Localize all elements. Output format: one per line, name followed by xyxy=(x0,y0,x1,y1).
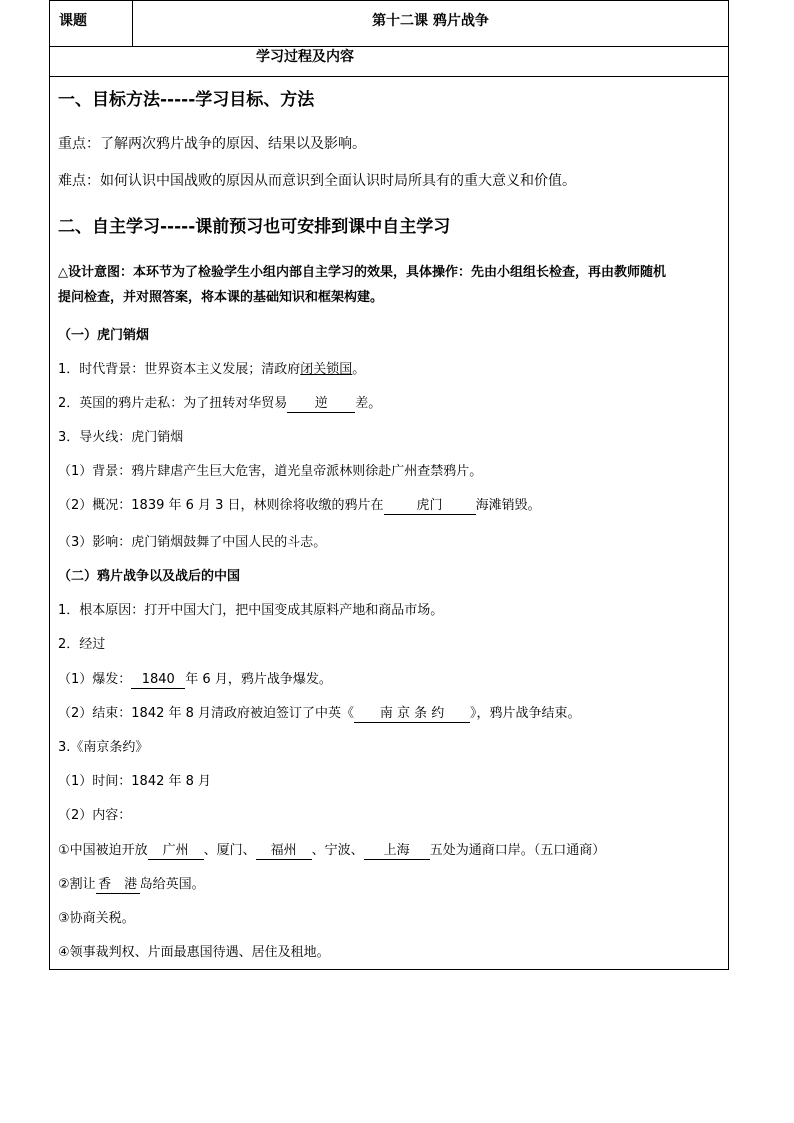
part2-line2: 2．经过 xyxy=(58,637,106,652)
text: 、厦门、 xyxy=(203,843,256,858)
text: 。 xyxy=(352,362,366,377)
answer-blank: 逆 xyxy=(287,396,355,413)
part1-line3: 3．导火线：虎门销烟 xyxy=(58,430,184,445)
answer-blank: 虎门 xyxy=(384,498,476,515)
part1-line1 xyxy=(58,361,365,379)
section-heading-selfstudy: 二、自主学习-----课前预习也可安排到课中自主学习 xyxy=(58,217,451,237)
text: 》，鸦片战争结束。 xyxy=(470,706,581,721)
key-points: 重点：了解两次鸦片战争的原因、结果以及影响。 xyxy=(58,136,366,152)
topic-label: 课题 xyxy=(59,13,87,29)
answer-blank: 南 京 条 约 xyxy=(354,706,470,723)
page-title: 第十二课 鸦片战争 xyxy=(372,13,489,29)
answer-blank: 1840 xyxy=(131,672,185,689)
text: （2）结束：1842 年 8 月清政府被迫签订了中英《 xyxy=(58,706,355,721)
text: 2．英国的鸦片走私：为了扭转对华贸易 xyxy=(58,396,288,411)
part2-line6: （1）时间：1842 年 8 月 xyxy=(58,774,212,789)
section-heading-goals: 一、目标方法-----学习目标、方法 xyxy=(58,90,315,110)
part1-line2 xyxy=(58,395,381,413)
section-subtitle: 学习过程及内容 xyxy=(256,49,354,65)
part2-heading: （二）鸦片战争以及战后的中国 xyxy=(58,569,241,584)
subtitle-row xyxy=(50,46,728,77)
text: 年 6 月，鸦片战争爆发。 xyxy=(185,672,332,687)
part2-line10: ③协商关税。 xyxy=(58,911,135,926)
text: 岛给英国。 xyxy=(139,877,205,892)
part2-line1: 1．根本原因：打开中国大门，把中国变成其原料产地和商品市场。 xyxy=(58,603,444,618)
text: ①中国被迫开放 xyxy=(58,843,148,858)
topic-label-cell xyxy=(50,1,133,46)
header-row xyxy=(50,1,728,47)
design-intent-line2: 提问检查，并对照答案，将本课的基础知识和框架构建。 xyxy=(58,290,384,305)
answer-blank: 广州 xyxy=(148,843,204,860)
part1-line6: （3）影响：虎门销烟鼓舞了中国人民的斗志。 xyxy=(58,535,327,550)
answer-blank: 福州 xyxy=(256,843,312,860)
answer-blank: 闭关锁国 xyxy=(300,362,353,377)
topic-title-cell xyxy=(133,1,728,46)
part1-line5 xyxy=(58,497,541,515)
part2-line3 xyxy=(58,671,332,689)
difficult-points: 难点：如何认识中国战败的原因从而意识到全面认识时局所具有的重大意义和价值。 xyxy=(58,173,576,189)
part2-line7: （2）内容： xyxy=(58,808,132,823)
answer-blank: 上海 xyxy=(364,843,430,860)
text: 五处为通商口岸。（五口通商） xyxy=(429,843,606,858)
part2-line4 xyxy=(58,705,581,723)
lesson-table xyxy=(49,0,729,970)
design-intent-line1: △设计意图：本环节为了检验学生小组内部自主学习的效果，具体操作：先由小组组长检查，再由教师随机 xyxy=(58,265,666,280)
answer-blank: 香 港 xyxy=(96,877,140,894)
text: 、宁波、 xyxy=(311,843,364,858)
text: 海滩销毁。 xyxy=(475,498,541,513)
text: ②割让 xyxy=(58,877,96,892)
text: 1．时代背景：世界资本主义发展；清政府 xyxy=(58,362,301,377)
text: 差。 xyxy=(355,396,382,411)
part2-line11: ④领事裁判权、片面最惠国待遇、居住及租地。 xyxy=(58,945,330,960)
part2-line8 xyxy=(58,842,605,860)
text: （2）概况：1839 年 6 月 3 日，林则徐将收缴的鸦片在 xyxy=(58,498,384,513)
part2-line9 xyxy=(58,876,205,894)
part1-heading: （一）虎门销烟 xyxy=(58,328,150,343)
text: （1）爆发： xyxy=(58,672,132,687)
part1-line4: （1）背景：鸦片肆虐产生巨大危害，道光皇帝派林则徐赴广州查禁鸦片。 xyxy=(58,464,483,479)
part2-line5: 3.《南京条约》 xyxy=(58,740,149,755)
